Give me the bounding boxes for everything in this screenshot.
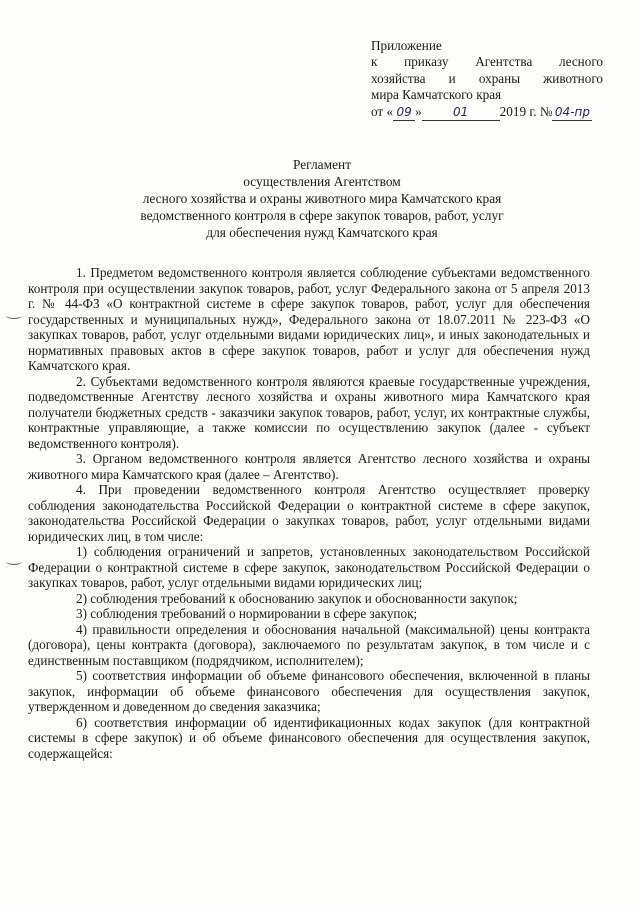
date-year: 2019 г. №	[499, 103, 553, 119]
date-day: 09	[393, 104, 415, 121]
order-number: 04-пр	[552, 104, 592, 121]
scan-hole-mark	[6, 558, 22, 565]
scan-hole-mark	[6, 312, 22, 319]
document-body	[28, 265, 590, 761]
list-item-3: 3) соблюдения требований о нормировании в сфере закупок;	[76, 606, 418, 621]
date-prefix: от «	[371, 103, 394, 119]
date-month: 01	[422, 104, 500, 121]
paragraph-2: 2. Субъектами ведомственного контроля являются краевые государственные учреждения, подведомственные Агентству лесного хозяйства и охраны животного мира Камчатского края получатели бюджетных средств - заказчики закупок товаров, работ, услуг, их контрактные службы, контрактные управляющие, а также комиссии по осуществлению закупок (далее - субъект ведомственного контроля).	[28, 373, 590, 451]
date-mid: »	[415, 103, 422, 119]
title-line-1: Регламент	[292, 157, 352, 172]
title-line-4: ведомственного контроля в сфере закупок товаров, работ, услуг	[140, 208, 504, 223]
annex-date-line	[371, 104, 603, 121]
list-item-4: 4) правильности определения и обоснования начальной (максимальной) цены контракта (договора), цены контракта (договора), заключаемого по результатам закупок, в том числе и с единственным поставщиком (подрядчиком, исполнителем);	[28, 621, 590, 668]
list-item-1: 1) соблюдения ограничений и запретов, установленных законодательством Российской Федерации о контрактной системе в сфере закупок, законодательством Российской Федерации о закупках товаров, работ, услуг отдельными видами юридических лиц;	[28, 544, 590, 590]
title-line-2: осуществления Агентством	[243, 174, 401, 189]
title-line-3: лесного хозяйства и охраны животного мира Камчатского края	[142, 191, 502, 206]
paragraph-3: 3. Органом ведомственного контроля является Агентство лесного хозяйства и охраны животного мира Камчатского края (далее – Агентство).	[28, 451, 590, 482]
annex-line-1: к приказу Агентства лесного	[371, 54, 603, 70]
paragraph-1: 1. Предметом ведомственного контроля является соблюдение субъектами ведомственного контроля при осуществлении закупок товаров, работ, услуг Федерального закона от 5 апреля 2013 г. № 44-ФЗ «О контрактной системе в сфере закупок товаров, работ, услуг для обеспечения государственных и муниципальных нужд», Федерального закона от 18.07.2011 № 223-ФЗ «О закупках товаров, работ, услуг отдельными видами юридических лиц», и иных законодательных и нормативных правовых актов в сфере закупок товаров, работ и услуг для обеспечения нужд Камчатского края.	[28, 265, 590, 373]
list-item-2: 2) соблюдения требований к обоснованию закупок и обоснованности закупок;	[76, 590, 518, 606]
annex-label: Приложение	[371, 38, 442, 53]
list-item-5: 5) соответствия информации об объеме финансового обеспечения, включенной в планы закупок, информации об объеме финансового обеспечения для осуществления закупок, утвержденном и доведенном до сведения заказчика;	[28, 668, 590, 714]
document-title	[60, 156, 584, 241]
paragraph-4: 4. При проведении ведомственного контроля Агентство осуществляет проверку соблюдения законодательства Российской Федерации о контрактной системе в сфере закупок, законодательства Российской Федерации о закупках товаров, работ, услуг отдельными видами юридических лиц, в том числе:	[28, 482, 590, 544]
annex-block	[371, 38, 603, 121]
annex-line-3: мира Камчатского края	[371, 87, 502, 103]
title-line-5: для обеспечения нужд Камчатского края	[206, 225, 438, 240]
list-item-6: 6) соответствия информации об идентификационных кодах закупок (для контрактной системы в сфере закупок) и об объеме финансового обеспечения для осуществления закупок, содержащейся:	[28, 714, 590, 761]
annex-line-2: хозяйства и охраны животного	[371, 70, 603, 86]
